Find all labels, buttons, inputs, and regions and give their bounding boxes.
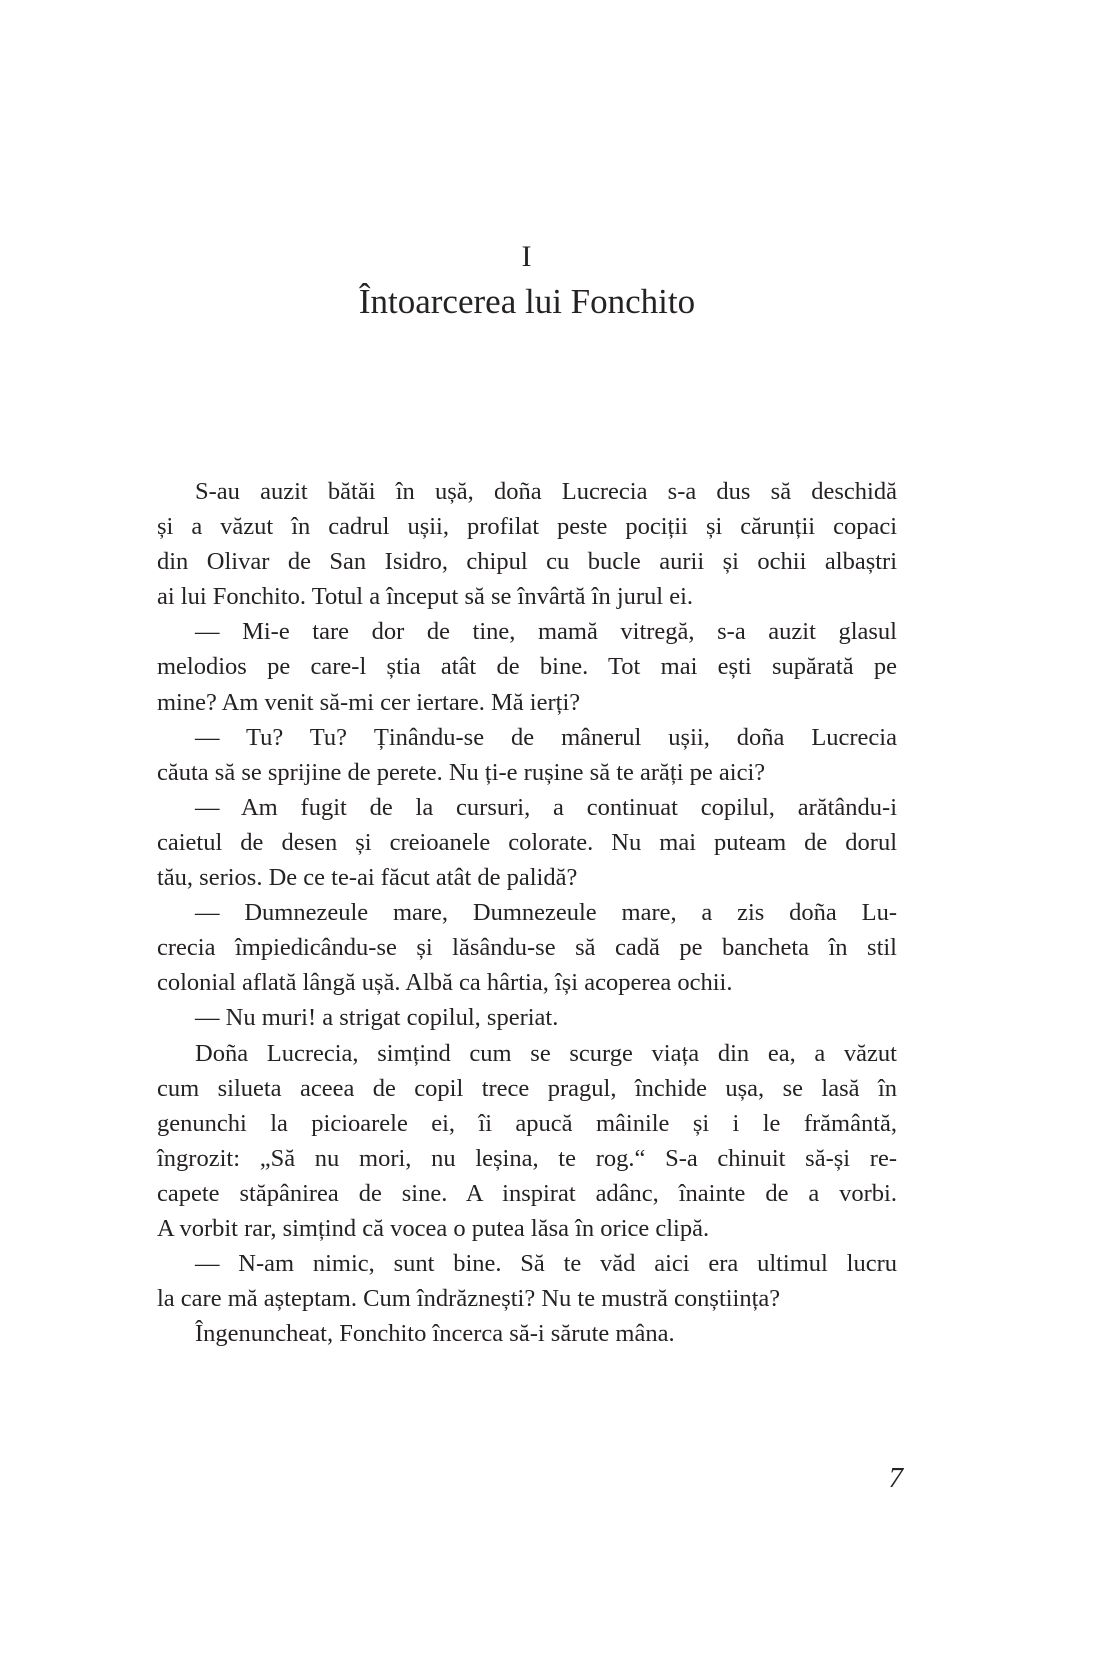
text-line: genunchi la picioarele ei, îi apucă mâinile și i le frământă,	[157, 1109, 897, 1137]
text-line: mine? Am venit să-mi cer iertare. Mă ierți?	[157, 688, 581, 716]
text-line: S-au auzit bătăi în ușă, doña Lucrecia s-a dus să deschidă	[195, 478, 897, 505]
paragraph	[157, 474, 897, 614]
text-line: tău, serios. De ce te-ai făcut atât de palidă?	[157, 864, 578, 892]
text-line: — Tu? Tu? Ținându-se de mânerul ușii, doña Lucrecia	[195, 723, 897, 751]
paragraph	[157, 790, 897, 895]
page-number: 7	[888, 1462, 903, 1494]
text-line: îngrozit: „Să nu mori, nu leșina, te rog.“ S-a chinuit să-și re-	[157, 1144, 897, 1172]
text-block	[157, 474, 897, 1351]
text-line: crecia împiedicându-se și lăsându-se să cadă pe bancheta în stil	[157, 934, 897, 962]
text-line: ai lui Fonchito. Totul a început să se învârtă în jurul ei.	[157, 583, 694, 611]
paragraph	[157, 1246, 897, 1316]
paragraph	[157, 1036, 897, 1247]
text-line: și a văzut în cadrul ușii, profilat peste pociții și cărunții copaci	[157, 513, 897, 541]
text-line: — N-am nimic, sunt bine. Să te văd aici era ultimul lucru	[195, 1250, 897, 1278]
text-line: — Dumnezeule mare, Dumnezeule mare, a zis doña Lu-	[195, 899, 897, 927]
text-line: la care mă așteptam. Cum îndrăznești? Nu te mustră conștiința?	[157, 1285, 781, 1313]
text-line: — Nu muri! a strigat copilul, speriat.	[195, 1004, 559, 1032]
text-line: Îngenuncheat, Fonchito încerca să-i sărute mâna.	[195, 1320, 675, 1348]
text-line: caietul de desen și creioanele colorate. Nu mai puteam de dorul	[157, 828, 897, 856]
paragraph	[157, 720, 897, 790]
text-line: Doña Lucrecia, simțind cum se scurge viața din ea, a văzut	[195, 1039, 897, 1067]
text-line: A vorbit rar, simțind că vocea o putea lăsa în orice clipă.	[157, 1214, 710, 1242]
text-line: melodios pe care-l știa atât de bine. Tot mai ești supărată pe	[157, 653, 897, 681]
text-line: căuta să se sprijine de perete. Nu ți-e rușine să te arăți pe aici?	[157, 758, 766, 786]
text-line: capete stăpânirea de sine. A inspirat adânc, înainte de a vorbi.	[157, 1179, 897, 1207]
chapter-number: I	[521, 240, 533, 273]
paragraph	[157, 895, 897, 1000]
text-line: — Am fugit de la cursuri, a continuat copilul, arătându-i	[195, 793, 897, 821]
text-line: — Mi-e tare dor de tine, mamă vitregă, s-a auzit glasul	[195, 618, 897, 646]
text-line: colonial aflată lângă ușă. Albă ca hârtia, își acoperea ochii.	[157, 969, 733, 997]
paragraph	[157, 1000, 897, 1035]
text-line: cum silueta aceea de copil trece pragul, închide ușa, se lasă în	[157, 1074, 897, 1102]
text-line: din Olivar de San Isidro, chipul cu bucle aurii și ochii albaștri	[157, 548, 897, 576]
chapter-title: Întoarcerea lui Fonchito	[358, 282, 696, 321]
paragraph	[157, 1316, 897, 1351]
paragraph	[157, 614, 897, 719]
